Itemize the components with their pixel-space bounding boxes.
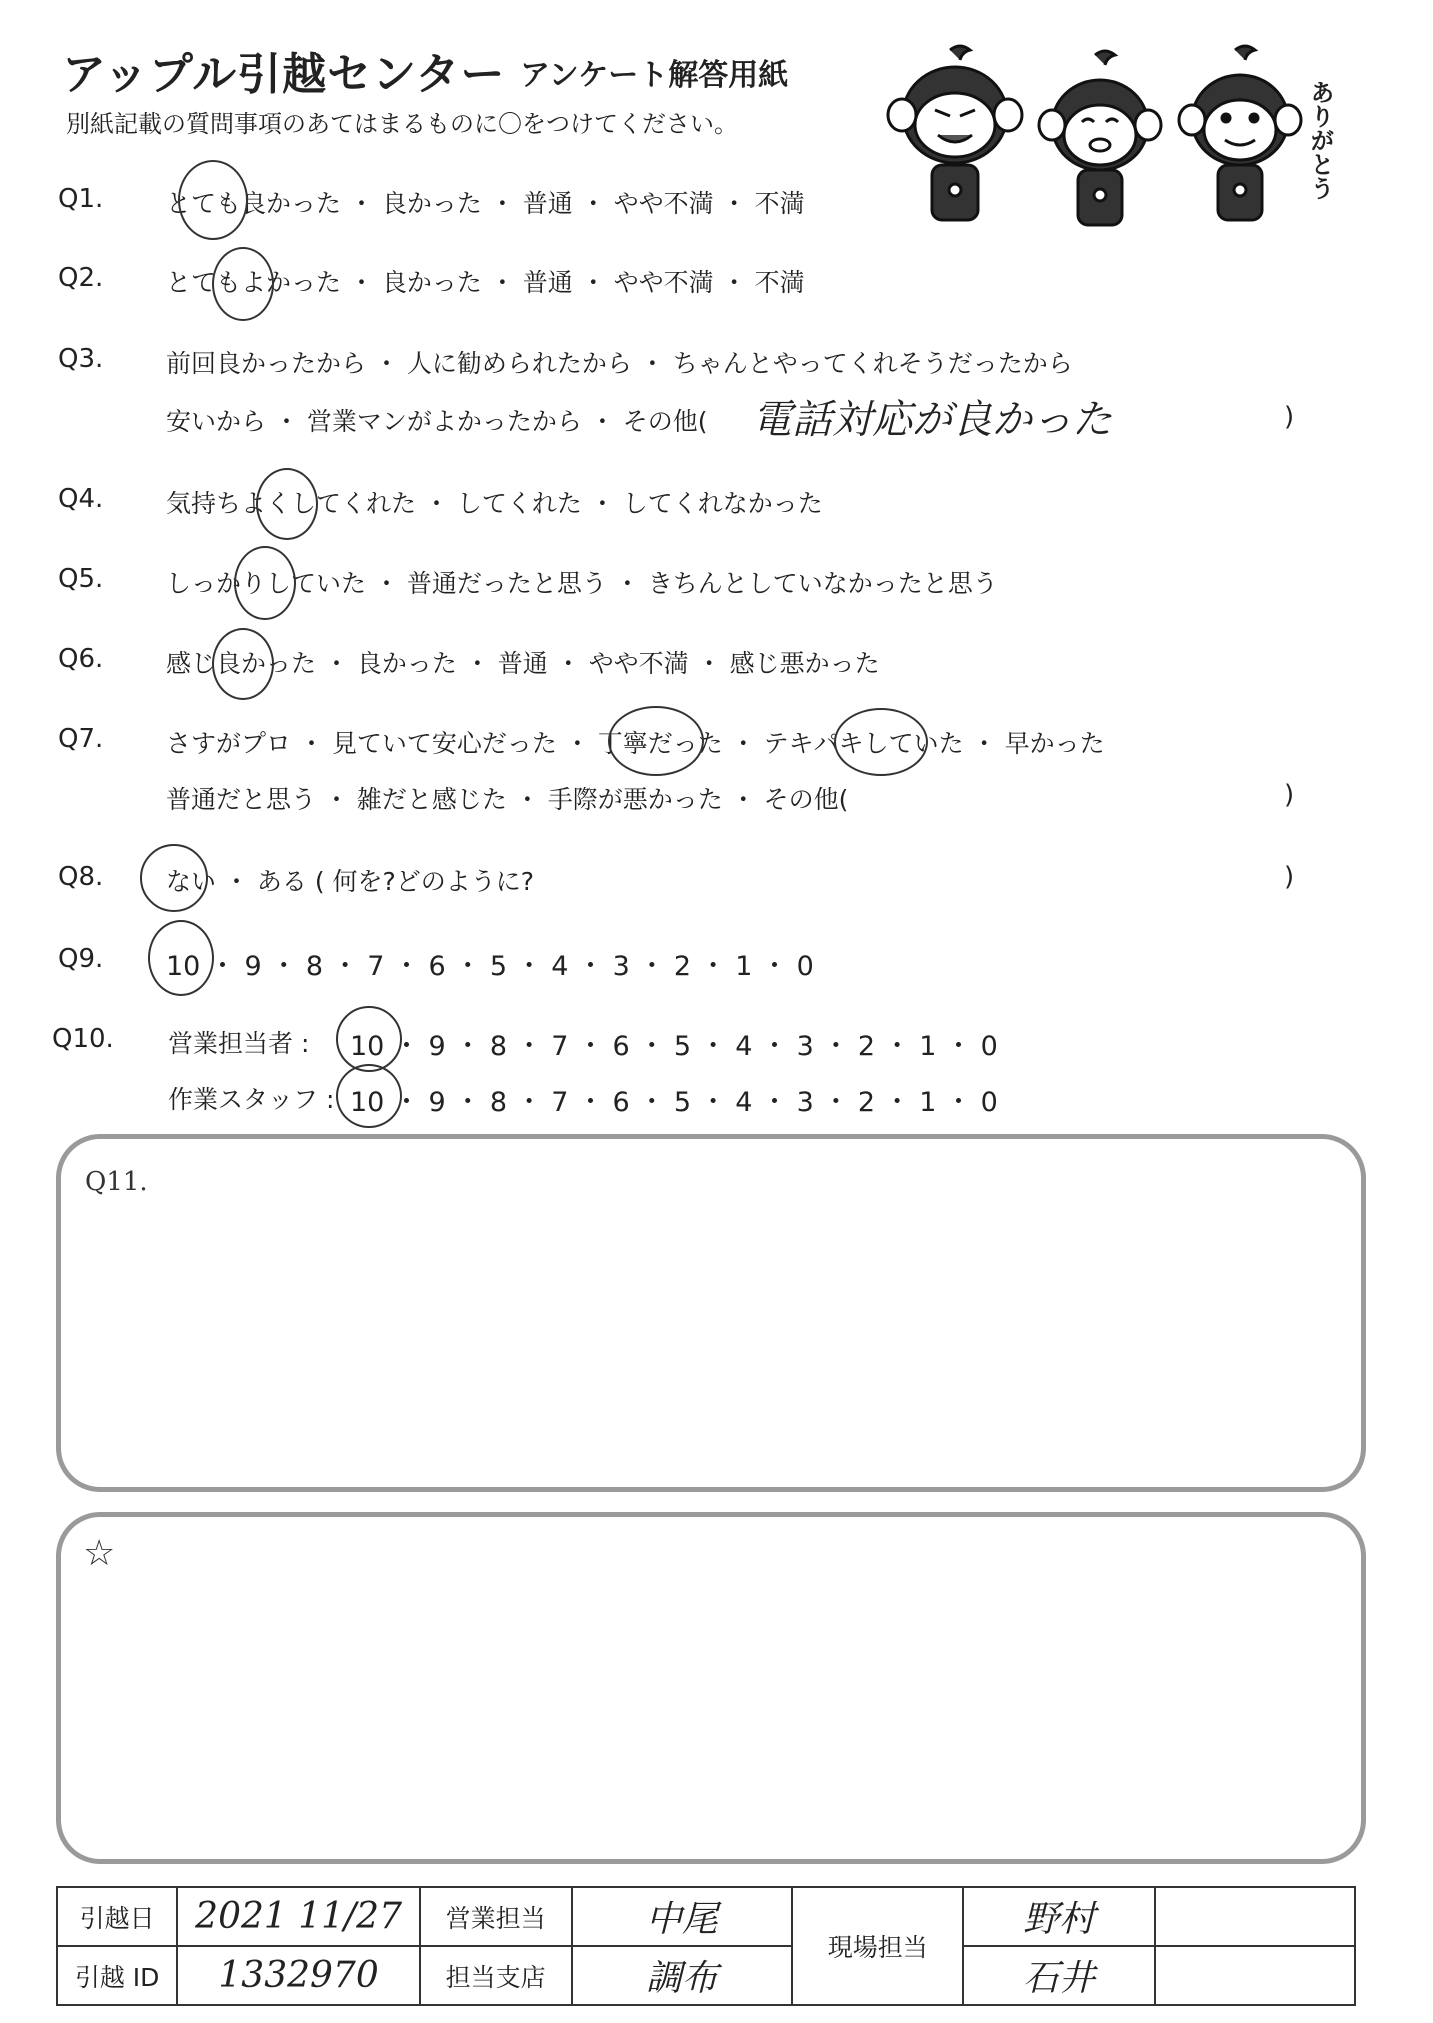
footer-info-table: [56, 1886, 1356, 2006]
move-id-value: 1332970: [218, 1955, 379, 1996]
q11-comment-box[interactable]: [56, 1134, 1366, 1492]
mascot-thanks-text: ありがとう: [1306, 80, 1334, 200]
monkey-mascots-illustration: [880, 40, 1350, 240]
sales-staff-value: 中尾: [645, 1899, 718, 1940]
q7-answer-circle-tekipaki: [834, 708, 928, 776]
q10-sales-answer-circle: [336, 1006, 402, 1072]
site-staff-value-2: 石井: [1023, 1958, 1096, 1999]
q1-label: Q1.: [58, 184, 104, 214]
q8-options[interactable]: ない ・ ある ( 何を?どのように?: [166, 867, 535, 896]
q3-close-paren: ): [1284, 402, 1295, 432]
q7-label: Q7.: [58, 724, 104, 754]
q8-label: Q8.: [58, 862, 104, 892]
q6-label: Q6.: [58, 644, 104, 674]
q4-options[interactable]: 気持ちよくしてくれた ・ してくれた ・ してくれなかった: [166, 489, 823, 518]
monkey-mascot-laughing: [888, 46, 1022, 220]
q5-options[interactable]: しっかりしていた ・ 普通だったと思う ・ きちんとしていなかったと思う: [166, 569, 998, 598]
q10-staff-answer-circle: [336, 1064, 402, 1128]
q5-label: Q5.: [58, 564, 104, 594]
star-comment-box[interactable]: [56, 1512, 1366, 1864]
q7-options-line2[interactable]: 普通だと思う ・ 雑だと感じた ・ 手際が悪かった ・ その他(: [166, 785, 849, 814]
q7-options-line1[interactable]: さすがプロ ・ 見ていて安心だった ・ 丁寧だった ・ テキパキしていた ・ 早かった: [166, 729, 1105, 758]
branch-value: 調布: [645, 1958, 718, 1999]
site-staff-extra-2: [1155, 1946, 1355, 2005]
page-title: アップル引越センター: [62, 49, 506, 100]
q2-options[interactable]: とてもよかった ・ 良かった ・ 普通 ・ やや不満 ・ 不満: [166, 268, 805, 297]
q11-label: Q11.: [85, 1167, 148, 1197]
sales-staff-label: 営業担当: [420, 1887, 572, 1946]
q7-answer-circle-teinei: [608, 706, 704, 776]
q1-answer-circle: [178, 160, 248, 240]
page-subtitle: アンケート解答用紙: [520, 58, 789, 93]
q3-handwritten-other: 電話対応が良かった: [752, 397, 1112, 443]
q3-options-line2[interactable]: 安いから ・ 営業マンがよかったから ・ その他(: [166, 407, 708, 436]
instruction-text: 別紙記載の質問事項のあてはまるものに〇をつけてください。: [66, 110, 738, 138]
site-staff-value-1: 野村: [1023, 1899, 1096, 1940]
star-icon: ☆: [83, 1533, 116, 1574]
monkey-mascot-waving: [1179, 46, 1301, 220]
q7-close-paren: ): [1284, 780, 1295, 810]
q10-sales-scale[interactable]: 10 ・ 9 ・ 8 ・ 7 ・ 6 ・ 5 ・ 4 ・ 3 ・ 2 ・ 1 ・ 0: [350, 1031, 998, 1062]
monkey-mascot-smiling: [1039, 51, 1161, 225]
site-staff-extra-1: [1155, 1887, 1355, 1946]
q10-staff-label: 作業スタッフ :: [168, 1085, 335, 1114]
q4-answer-circle: [256, 468, 318, 540]
q9-answer-circle: [148, 920, 214, 996]
q1-options[interactable]: とても良かった ・ 良かった ・ 普通 ・ やや不満 ・ 不満: [166, 189, 805, 218]
q8-answer-circle: [140, 844, 208, 912]
q10-label: Q10.: [52, 1024, 114, 1054]
move-id-label: 引越 ID: [57, 1946, 177, 2005]
move-date-label: 引越日: [57, 1887, 177, 1946]
q4-label: Q4.: [58, 484, 104, 514]
q6-options[interactable]: 感じ良かった ・ 良かった ・ 普通 ・ やや不満 ・ 感じ悪かった: [166, 649, 880, 678]
q2-label: Q2.: [58, 263, 104, 293]
q3-options-line1[interactable]: 前回良かったから ・ 人に勧められたから ・ ちゃんとやってくれそうだったから: [166, 349, 1073, 378]
q2-answer-circle: [212, 247, 274, 321]
q10-staff-scale[interactable]: 10 ・ 9 ・ 8 ・ 7 ・ 6 ・ 5 ・ 4 ・ 3 ・ 2 ・ 1 ・ 0: [350, 1087, 998, 1118]
q6-answer-circle: [212, 628, 274, 700]
branch-label: 担当支店: [420, 1946, 572, 2005]
q9-label: Q9.: [58, 944, 104, 974]
q10-sales-label: 営業担当者 :: [168, 1029, 310, 1058]
q3-label: Q3.: [58, 344, 104, 374]
q9-scale[interactable]: 10 ・ 9 ・ 8 ・ 7 ・ 6 ・ 5 ・ 4 ・ 3 ・ 2 ・ 1 ・ 0: [166, 951, 814, 982]
q8-close-paren: ): [1284, 862, 1295, 892]
site-staff-label: 現場担当: [792, 1887, 963, 2005]
q5-answer-circle: [234, 546, 296, 620]
move-date-value: 2021 11/27: [195, 1896, 402, 1937]
